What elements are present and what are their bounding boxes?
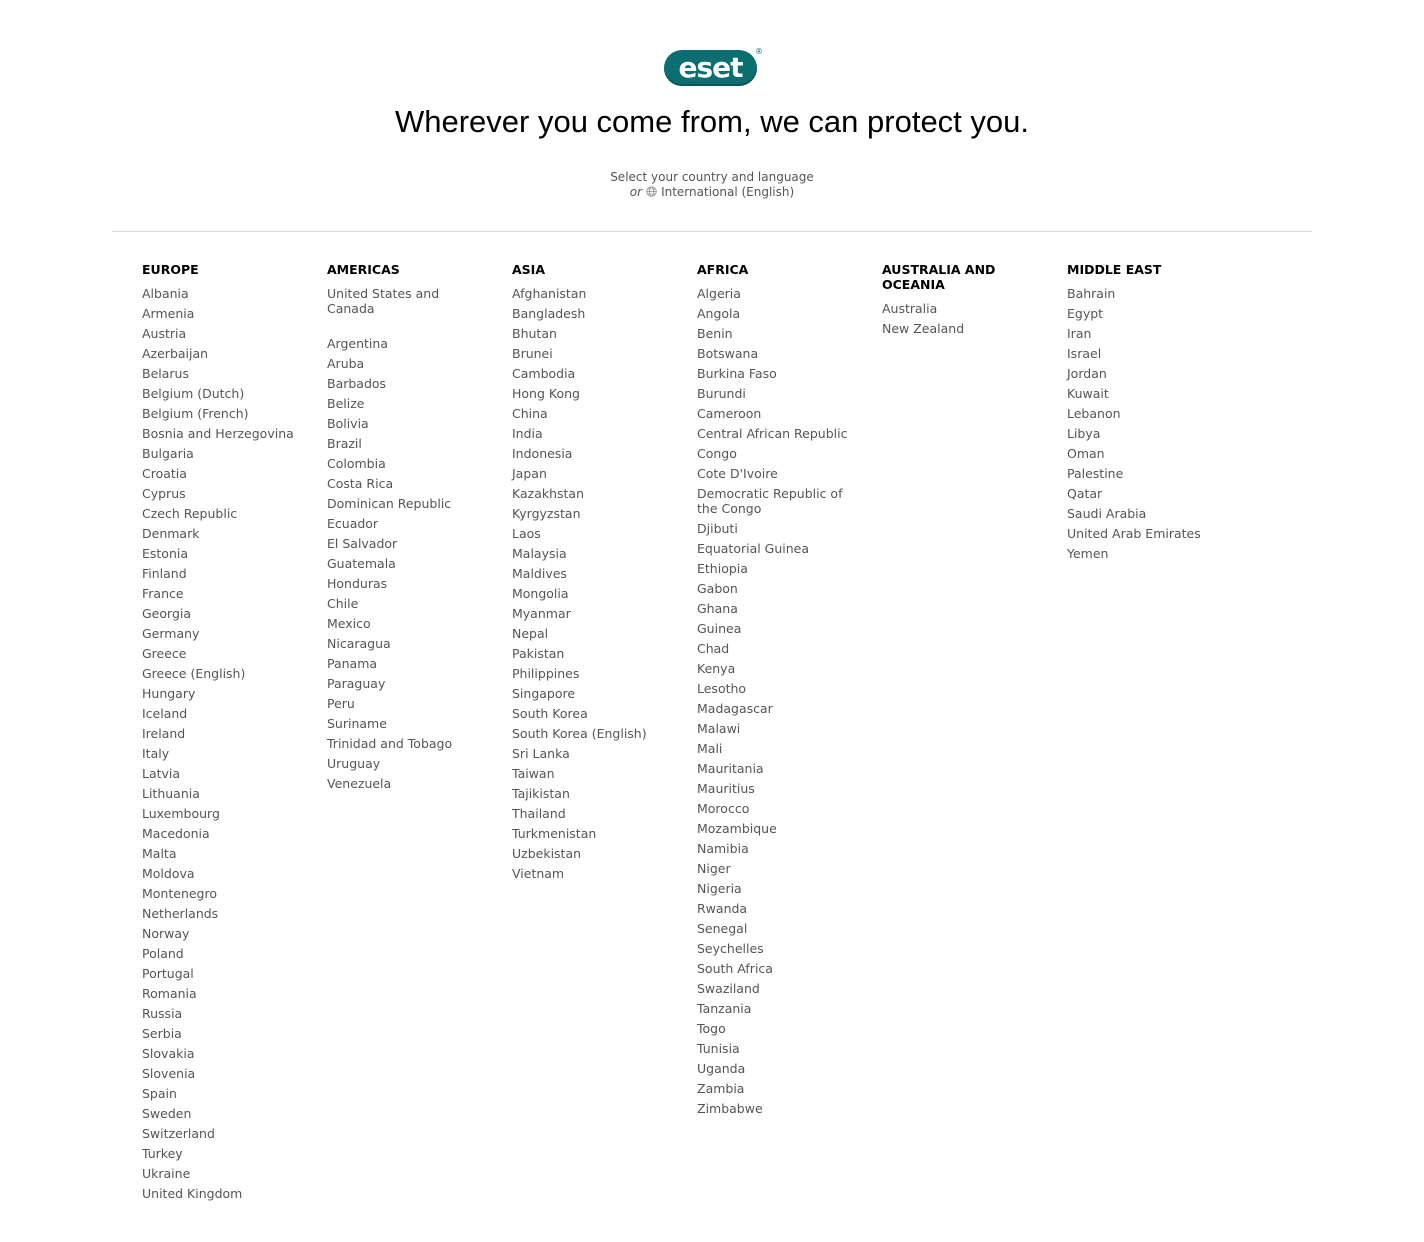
country-link[interactable]: Malta xyxy=(142,846,177,861)
country-link[interactable]: Iceland xyxy=(142,706,188,721)
country-link[interactable]: Saudi Arabia xyxy=(1067,506,1147,521)
country-link[interactable]: Philippines xyxy=(512,666,580,681)
international-line xyxy=(0,185,1424,200)
country-link[interactable]: Sri Lanka xyxy=(512,746,570,761)
logo-text: eset xyxy=(678,51,743,84)
country-link[interactable]: Seychelles xyxy=(697,941,764,956)
country-link[interactable]: Democratic Republic of the Congo xyxy=(697,486,843,516)
country-link[interactable]: Portugal xyxy=(142,966,194,981)
country-link[interactable]: Singapore xyxy=(512,686,576,701)
country-link[interactable]: Angola xyxy=(697,306,741,321)
country-link[interactable]: Nicaragua xyxy=(327,636,391,651)
country-link[interactable]: India xyxy=(512,426,543,441)
country-link[interactable]: Russia xyxy=(142,1006,183,1021)
country-link[interactable]: Djibuti xyxy=(697,521,738,536)
country-link[interactable]: Barbados xyxy=(327,376,387,391)
country-link[interactable]: Cote D'Ivoire xyxy=(697,466,778,481)
country-link[interactable]: Suriname xyxy=(327,716,387,731)
country-link[interactable]: Israel xyxy=(1067,346,1102,361)
country-link[interactable]: Pakistan xyxy=(512,646,565,661)
country-link[interactable]: Poland xyxy=(142,946,184,961)
country-link[interactable]: Ecuador xyxy=(327,516,379,531)
country-link[interactable]: Costa Rica xyxy=(327,476,394,491)
country-link[interactable]: Hong Kong xyxy=(512,386,580,401)
country-link[interactable]: Germany xyxy=(142,626,200,641)
country-link[interactable]: Tajikistan xyxy=(512,786,570,801)
country-link[interactable]: Yemen xyxy=(1067,546,1109,561)
country-link[interactable]: Bosnia and Herzegovina xyxy=(142,426,294,441)
country-link[interactable]: Denmark xyxy=(142,526,200,541)
region-heading: AMERICAS xyxy=(327,262,400,277)
country-link[interactable]: Mali xyxy=(697,741,723,756)
country-link[interactable]: Armenia xyxy=(142,306,195,321)
country-link[interactable]: Oman xyxy=(1067,446,1105,461)
country-link[interactable]: France xyxy=(142,586,184,601)
country-link[interactable]: Panama xyxy=(327,656,378,671)
country-link[interactable]: Egypt xyxy=(1067,306,1104,321)
country-link[interactable]: Mauritius xyxy=(697,781,755,796)
country-link[interactable]: Italy xyxy=(142,746,170,761)
country-link[interactable]: Cyprus xyxy=(142,486,186,501)
country-link[interactable]: Bolivia xyxy=(327,416,369,431)
region-column-australia-and-oceania xyxy=(882,262,1042,341)
country-link[interactable]: Niger xyxy=(697,861,731,876)
country-link[interactable]: Belgium (French) xyxy=(142,406,249,421)
country-link[interactable]: Netherlands xyxy=(142,906,219,921)
country-link[interactable]: Switzerland xyxy=(142,1126,215,1141)
country-link[interactable]: Rwanda xyxy=(697,901,748,916)
country-link[interactable]: Maldives xyxy=(512,566,567,581)
page-headline: Wherever you come from, we can protect you. xyxy=(394,104,1030,139)
country-link[interactable]: Kuwait xyxy=(1067,386,1109,401)
international-english-link[interactable]: International (English) xyxy=(661,185,795,199)
country-link[interactable]: Zambia xyxy=(697,1081,745,1096)
logo-badge xyxy=(664,50,757,86)
country-link[interactable]: Sweden xyxy=(142,1106,192,1121)
country-link[interactable]: Slovenia xyxy=(142,1066,196,1081)
country-link[interactable]: United Kingdom xyxy=(142,1186,243,1201)
country-link[interactable]: Lebanon xyxy=(1067,406,1121,421)
country-link[interactable]: Ghana xyxy=(697,601,738,616)
country-link[interactable]: Peru xyxy=(327,696,355,711)
country-link[interactable]: Bahrain xyxy=(1067,286,1116,301)
country-link[interactable]: Namibia xyxy=(697,841,749,856)
country-link[interactable]: Ethiopia xyxy=(697,561,748,576)
region-column-asia xyxy=(512,262,672,886)
country-link[interactable]: Mexico xyxy=(327,616,371,631)
registered-mark: ® xyxy=(755,47,763,56)
country-link[interactable]: Equatorial Guinea xyxy=(697,541,810,556)
country-link[interactable]: Palestine xyxy=(1067,466,1124,481)
country-link[interactable]: Luxembourg xyxy=(142,806,220,821)
country-link[interactable]: Indonesia xyxy=(512,446,573,461)
country-link[interactable]: Morocco xyxy=(697,801,750,816)
country-link[interactable]: Montenegro xyxy=(142,886,218,901)
country-link[interactable]: Swaziland xyxy=(697,981,760,996)
country-link[interactable]: Kenya xyxy=(697,661,736,676)
country-link[interactable]: Taiwan xyxy=(512,766,555,781)
country-link[interactable]: Azerbaijan xyxy=(142,346,209,361)
country-link[interactable]: Mozambique xyxy=(697,821,777,836)
country-link[interactable]: Dominican Republic xyxy=(327,496,452,511)
country-list xyxy=(697,286,857,1116)
country-link[interactable]: Lithuania xyxy=(142,786,200,801)
country-link[interactable]: Cambodia xyxy=(512,366,576,381)
country-link[interactable]: Uruguay xyxy=(327,756,381,771)
country-link[interactable]: South Africa xyxy=(697,961,773,976)
country-link[interactable]: Ukraine xyxy=(142,1166,191,1181)
country-link[interactable]: Kazakhstan xyxy=(512,486,585,501)
region-heading: AUSTRALIA AND OCEANIA xyxy=(882,262,996,292)
country-link[interactable]: South Korea xyxy=(512,706,588,721)
country-link[interactable]: Australia xyxy=(882,301,938,316)
eset-logo xyxy=(664,47,763,88)
country-link[interactable]: Togo xyxy=(697,1021,726,1036)
country-link[interactable]: Romania xyxy=(142,986,197,1001)
country-link[interactable]: Brazil xyxy=(327,436,362,451)
country-link[interactable]: Turkey xyxy=(142,1146,183,1161)
country-link[interactable]: Georgia xyxy=(142,606,192,621)
country-link[interactable]: Bhutan xyxy=(512,326,557,341)
country-link[interactable]: Malaysia xyxy=(512,546,567,561)
country-link[interactable]: Laos xyxy=(512,526,541,541)
country-link[interactable]: Estonia xyxy=(142,546,189,561)
country-list xyxy=(882,301,1042,336)
country-link[interactable]: Uganda xyxy=(697,1061,746,1076)
country-link[interactable]: Cameroon xyxy=(697,406,762,421)
country-link[interactable]: New Zealand xyxy=(882,321,965,336)
country-link[interactable]: Turkmenistan xyxy=(512,826,597,841)
country-link[interactable]: Japan xyxy=(512,466,547,481)
country-list xyxy=(142,286,302,1201)
country-link[interactable]: Belarus xyxy=(142,366,189,381)
region-heading: MIDDLE EAST xyxy=(1067,262,1162,277)
region-heading: ASIA xyxy=(512,262,546,277)
country-link[interactable]: Finland xyxy=(142,566,187,581)
country-link[interactable]: Tunisia xyxy=(697,1041,740,1056)
select-country-text: Select your country and language xyxy=(610,170,814,184)
country-link[interactable]: Gabon xyxy=(697,581,738,596)
country-link[interactable]: Afghanistan xyxy=(512,286,587,301)
country-link[interactable]: Iran xyxy=(1067,326,1092,341)
country-list xyxy=(327,286,487,791)
country-link[interactable]: Hungary xyxy=(142,686,196,701)
country-link[interactable]: Nepal xyxy=(512,626,549,641)
country-link[interactable]: Venezuela xyxy=(327,776,392,791)
country-link[interactable]: South Korea (English) xyxy=(512,726,647,741)
country-link[interactable]: Latvia xyxy=(142,766,181,781)
region-column-americas xyxy=(327,262,487,796)
country-link[interactable]: Nigeria xyxy=(697,881,742,896)
country-link[interactable]: Congo xyxy=(697,446,737,461)
country-link[interactable]: Norway xyxy=(142,926,190,941)
country-link[interactable]: Trinidad and Tobago xyxy=(327,736,453,751)
country-link[interactable]: Spain xyxy=(142,1086,177,1101)
country-link[interactable]: China xyxy=(512,406,548,421)
country-link[interactable]: Paraguay xyxy=(327,676,386,691)
country-link[interactable]: Central African Republic xyxy=(697,426,848,441)
region-column-europe xyxy=(142,262,302,1206)
country-link[interactable]: Malawi xyxy=(697,721,741,736)
country-link[interactable]: Chad xyxy=(697,641,730,656)
country-link[interactable]: Myanmar xyxy=(512,606,571,621)
region-heading: EUROPE xyxy=(142,262,199,277)
country-link[interactable]: Slovakia xyxy=(142,1046,195,1061)
country-link[interactable]: Madagascar xyxy=(697,701,773,716)
country-link[interactable]: Jordan xyxy=(1067,366,1107,381)
country-link[interactable]: Bangladesh xyxy=(512,306,586,321)
country-link[interactable]: Moldova xyxy=(142,866,195,881)
country-link[interactable]: Burkina Faso xyxy=(697,366,777,381)
country-link[interactable]: Croatia xyxy=(142,466,187,481)
country-link[interactable]: Benin xyxy=(697,326,733,341)
country-link[interactable]: Thailand xyxy=(512,806,566,821)
country-link[interactable]: Botswana xyxy=(697,346,759,361)
country-link[interactable]: United States and Canada xyxy=(327,286,440,316)
country-link[interactable]: Zimbabwe xyxy=(697,1101,763,1116)
country-link[interactable]: United Arab Emirates xyxy=(1067,526,1201,541)
country-link[interactable]: Brunei xyxy=(512,346,553,361)
country-link[interactable]: Greece (English) xyxy=(142,666,246,681)
divider xyxy=(112,231,1312,232)
country-link[interactable]: Vietnam xyxy=(512,866,565,881)
country-link[interactable]: Albania xyxy=(142,286,189,301)
country-link[interactable]: Honduras xyxy=(327,576,388,591)
country-link[interactable]: Guinea xyxy=(697,621,742,636)
country-link[interactable]: Serbia xyxy=(142,1026,182,1041)
country-link[interactable]: Belize xyxy=(327,396,365,411)
country-link[interactable]: Uzbekistan xyxy=(512,846,582,861)
country-link[interactable]: Bulgaria xyxy=(142,446,194,461)
language-prompt xyxy=(0,170,1424,200)
country-link[interactable]: Guatemala xyxy=(327,556,396,571)
country-link[interactable]: Argentina xyxy=(327,336,388,351)
country-link[interactable]: Qatar xyxy=(1067,486,1103,501)
country-link[interactable]: Greece xyxy=(142,646,187,661)
country-link[interactable]: El Salvador xyxy=(327,536,398,551)
country-link[interactable]: Colombia xyxy=(327,456,386,471)
country-list xyxy=(512,286,672,881)
country-link[interactable]: Algeria xyxy=(697,286,741,301)
country-link[interactable]: Macedonia xyxy=(142,826,210,841)
country-list xyxy=(1067,286,1227,561)
country-link[interactable]: Mauritania xyxy=(697,761,764,776)
country-link[interactable]: Austria xyxy=(142,326,187,341)
country-link[interactable]: Kyrgyzstan xyxy=(512,506,581,521)
globe-icon xyxy=(646,186,657,197)
region-column-middle-east xyxy=(1067,262,1227,566)
country-link[interactable]: Ireland xyxy=(142,726,186,741)
country-link[interactable]: Tanzania xyxy=(697,1001,752,1016)
country-link[interactable]: Czech Republic xyxy=(142,506,238,521)
country-link[interactable]: Libya xyxy=(1067,426,1101,441)
country-link[interactable]: Belgium (Dutch) xyxy=(142,386,245,401)
country-link[interactable]: Burundi xyxy=(697,386,746,401)
country-link[interactable]: Aruba xyxy=(327,356,365,371)
country-link[interactable]: Chile xyxy=(327,596,359,611)
country-link[interactable]: Mongolia xyxy=(512,586,569,601)
region-heading: AFRICA xyxy=(697,262,749,277)
or-text: or xyxy=(629,185,643,199)
country-link[interactable]: Senegal xyxy=(697,921,748,936)
region-column-africa xyxy=(697,262,857,1121)
country-link[interactable]: Lesotho xyxy=(697,681,747,696)
